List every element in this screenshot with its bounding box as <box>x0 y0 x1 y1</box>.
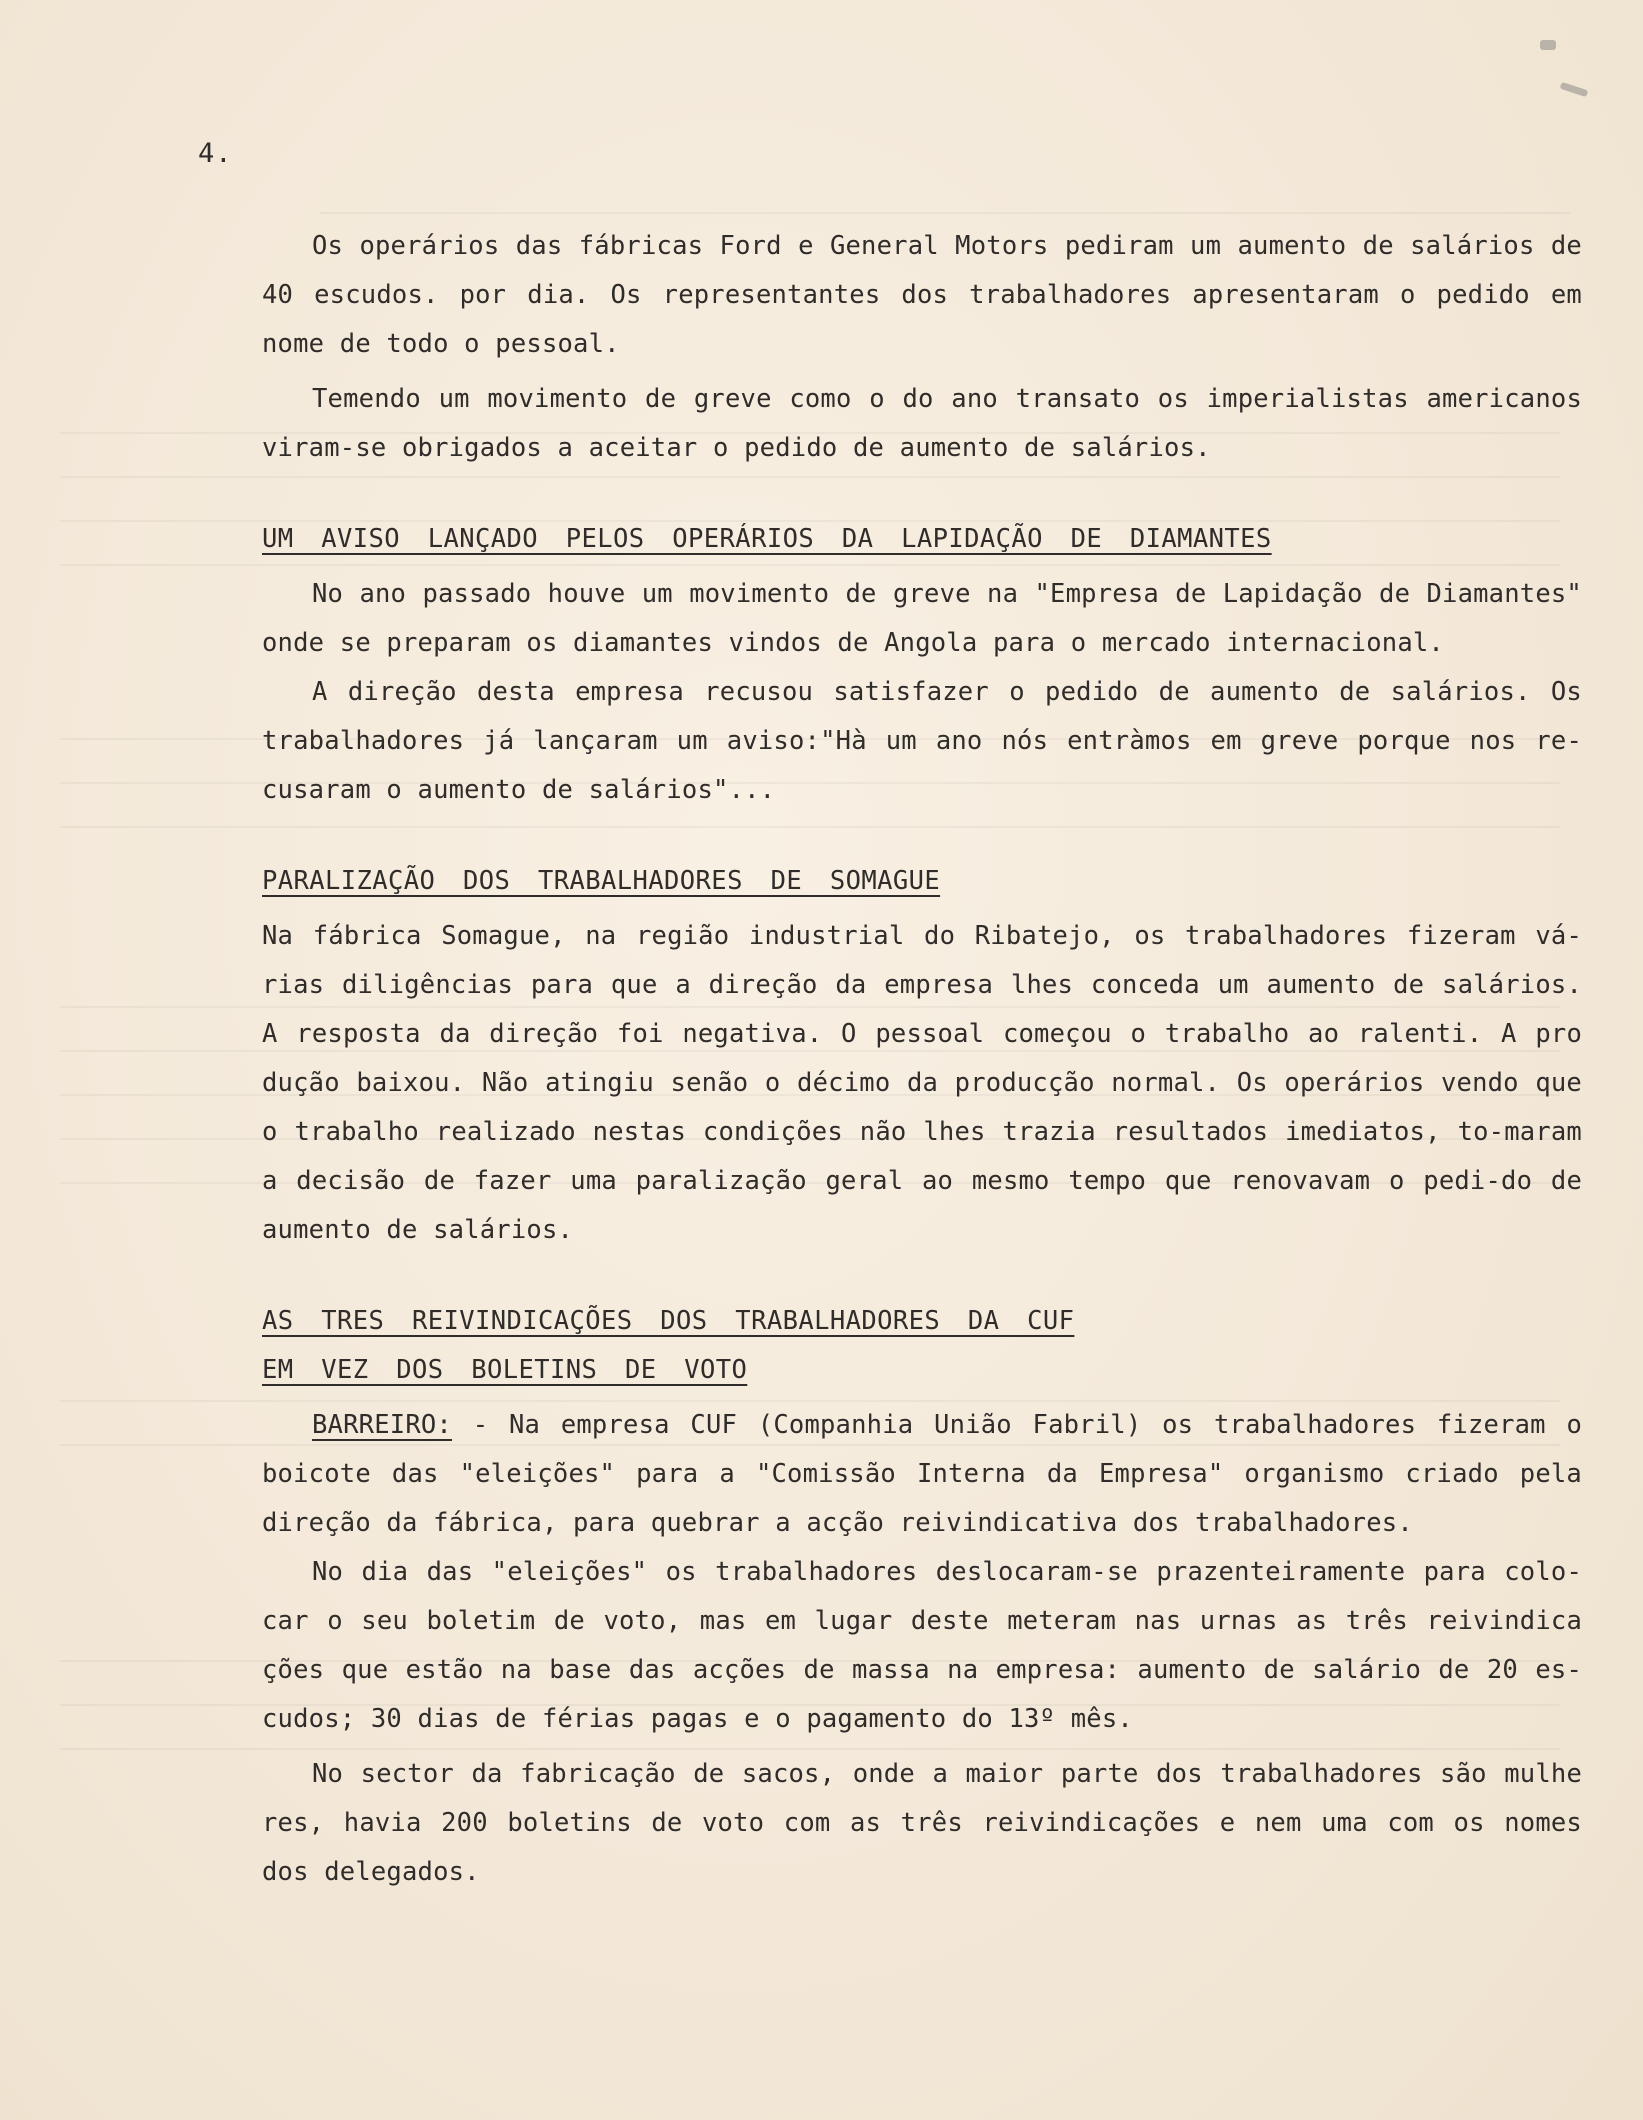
staple-mark <box>1560 82 1589 97</box>
paragraph: Temendo um movimento de greve como o do ano transato os imperialistas americanos viram-se obrigados a aceitar o pedido de aumento de salários. <box>262 384 1582 463</box>
section-cuf <box>262 1297 1582 1897</box>
location-label: BARREIRO: <box>312 1410 452 1440</box>
section-heading-line-2: EM VEZ DOS BOLETINS DE VOTO <box>262 1355 748 1385</box>
section-diamantes <box>262 515 1582 815</box>
paragraph <box>262 1401 1582 1548</box>
paragraph: No ano passado houve um movimento de greve na "Empresa de Lapidação de Diamantes" onde se preparam os diamantes vindos de Angola para o mercado internacional. <box>262 579 1582 658</box>
page-number: 4. <box>198 138 233 169</box>
paragraph: Os operários das fábricas Ford e General Motors pediram um aumento de salários de 40 escudos. por dia. Os representantes dos trabalhadores apresentaram o pedido em nome de todo o pessoal. <box>262 231 1582 359</box>
section-heading: UM AVISO LANÇADO PELOS OPERÁRIOS DA LAPIDAÇÃO DE DIAMANTES <box>262 524 1272 554</box>
paragraph: No sector da fabricação de sacos, onde a maior parte dos trabalhadores são mulhe res, havia 200 boletins de voto com as três reivindicações e nem uma com os nomes dos delegados. <box>262 1759 1582 1887</box>
section-heading-line-1: AS TRES REIVINDICAÇÕES DOS TRABALHADORES DA CUF <box>262 1306 1075 1336</box>
paragraph: A direção desta empresa recusou satisfazer o pedido de aumento de salários. Os trabalhadores já lançaram um aviso:"Hà um ano nós entràmos em greve porque nos re-cusaram o aumento de salários"... <box>262 677 1582 805</box>
section-somague <box>262 857 1582 1255</box>
paragraph: No dia das "eleições" os trabalhadores deslocaram-se prazenteiramente para colo-car o seu boletim de voto, mas em lugar deste meteram nas urnas as três reivindica ções que estão na base das acções de massa na empresa: aumento de salário de 20 es-cudos; 30 dias de férias pagas e o pagamento do 13º mês. <box>262 1557 1582 1734</box>
document-body <box>262 222 1582 1897</box>
paragraph-text: - Na empresa CUF (Companhia União Fabril) os trabalhadores fizeram o boicote das "eleições" para a "Comissão Interna da Empresa" organismo criado pela direção da fábrica, para quebrar a acção reivindicativa dos trabalhadores. <box>262 1410 1582 1538</box>
staple-mark <box>1540 40 1556 50</box>
section-heading: PARALIZAÇÃO DOS TRABALHADORES DE SOMAGUE <box>262 866 941 896</box>
paragraph: Na fábrica Somague, na região industrial do Ribatejo, os trabalhadores fizeram vá-rias diligências para que a direção da empresa lhes conceda um aumento de salários. A resposta da direção foi negativa. O pessoal começou o trabalho ao ralenti. A pro dução baixou. Não atingiu senão o décimo da producção normal. Os operários vendo que o trabalho realizado nestas condições não lhes trazia resultados imediatos, to-maram a decisão de fazer uma paralização geral ao mesmo tempo que renovavam o pedi-do de aumento de salários. <box>262 921 1582 1245</box>
